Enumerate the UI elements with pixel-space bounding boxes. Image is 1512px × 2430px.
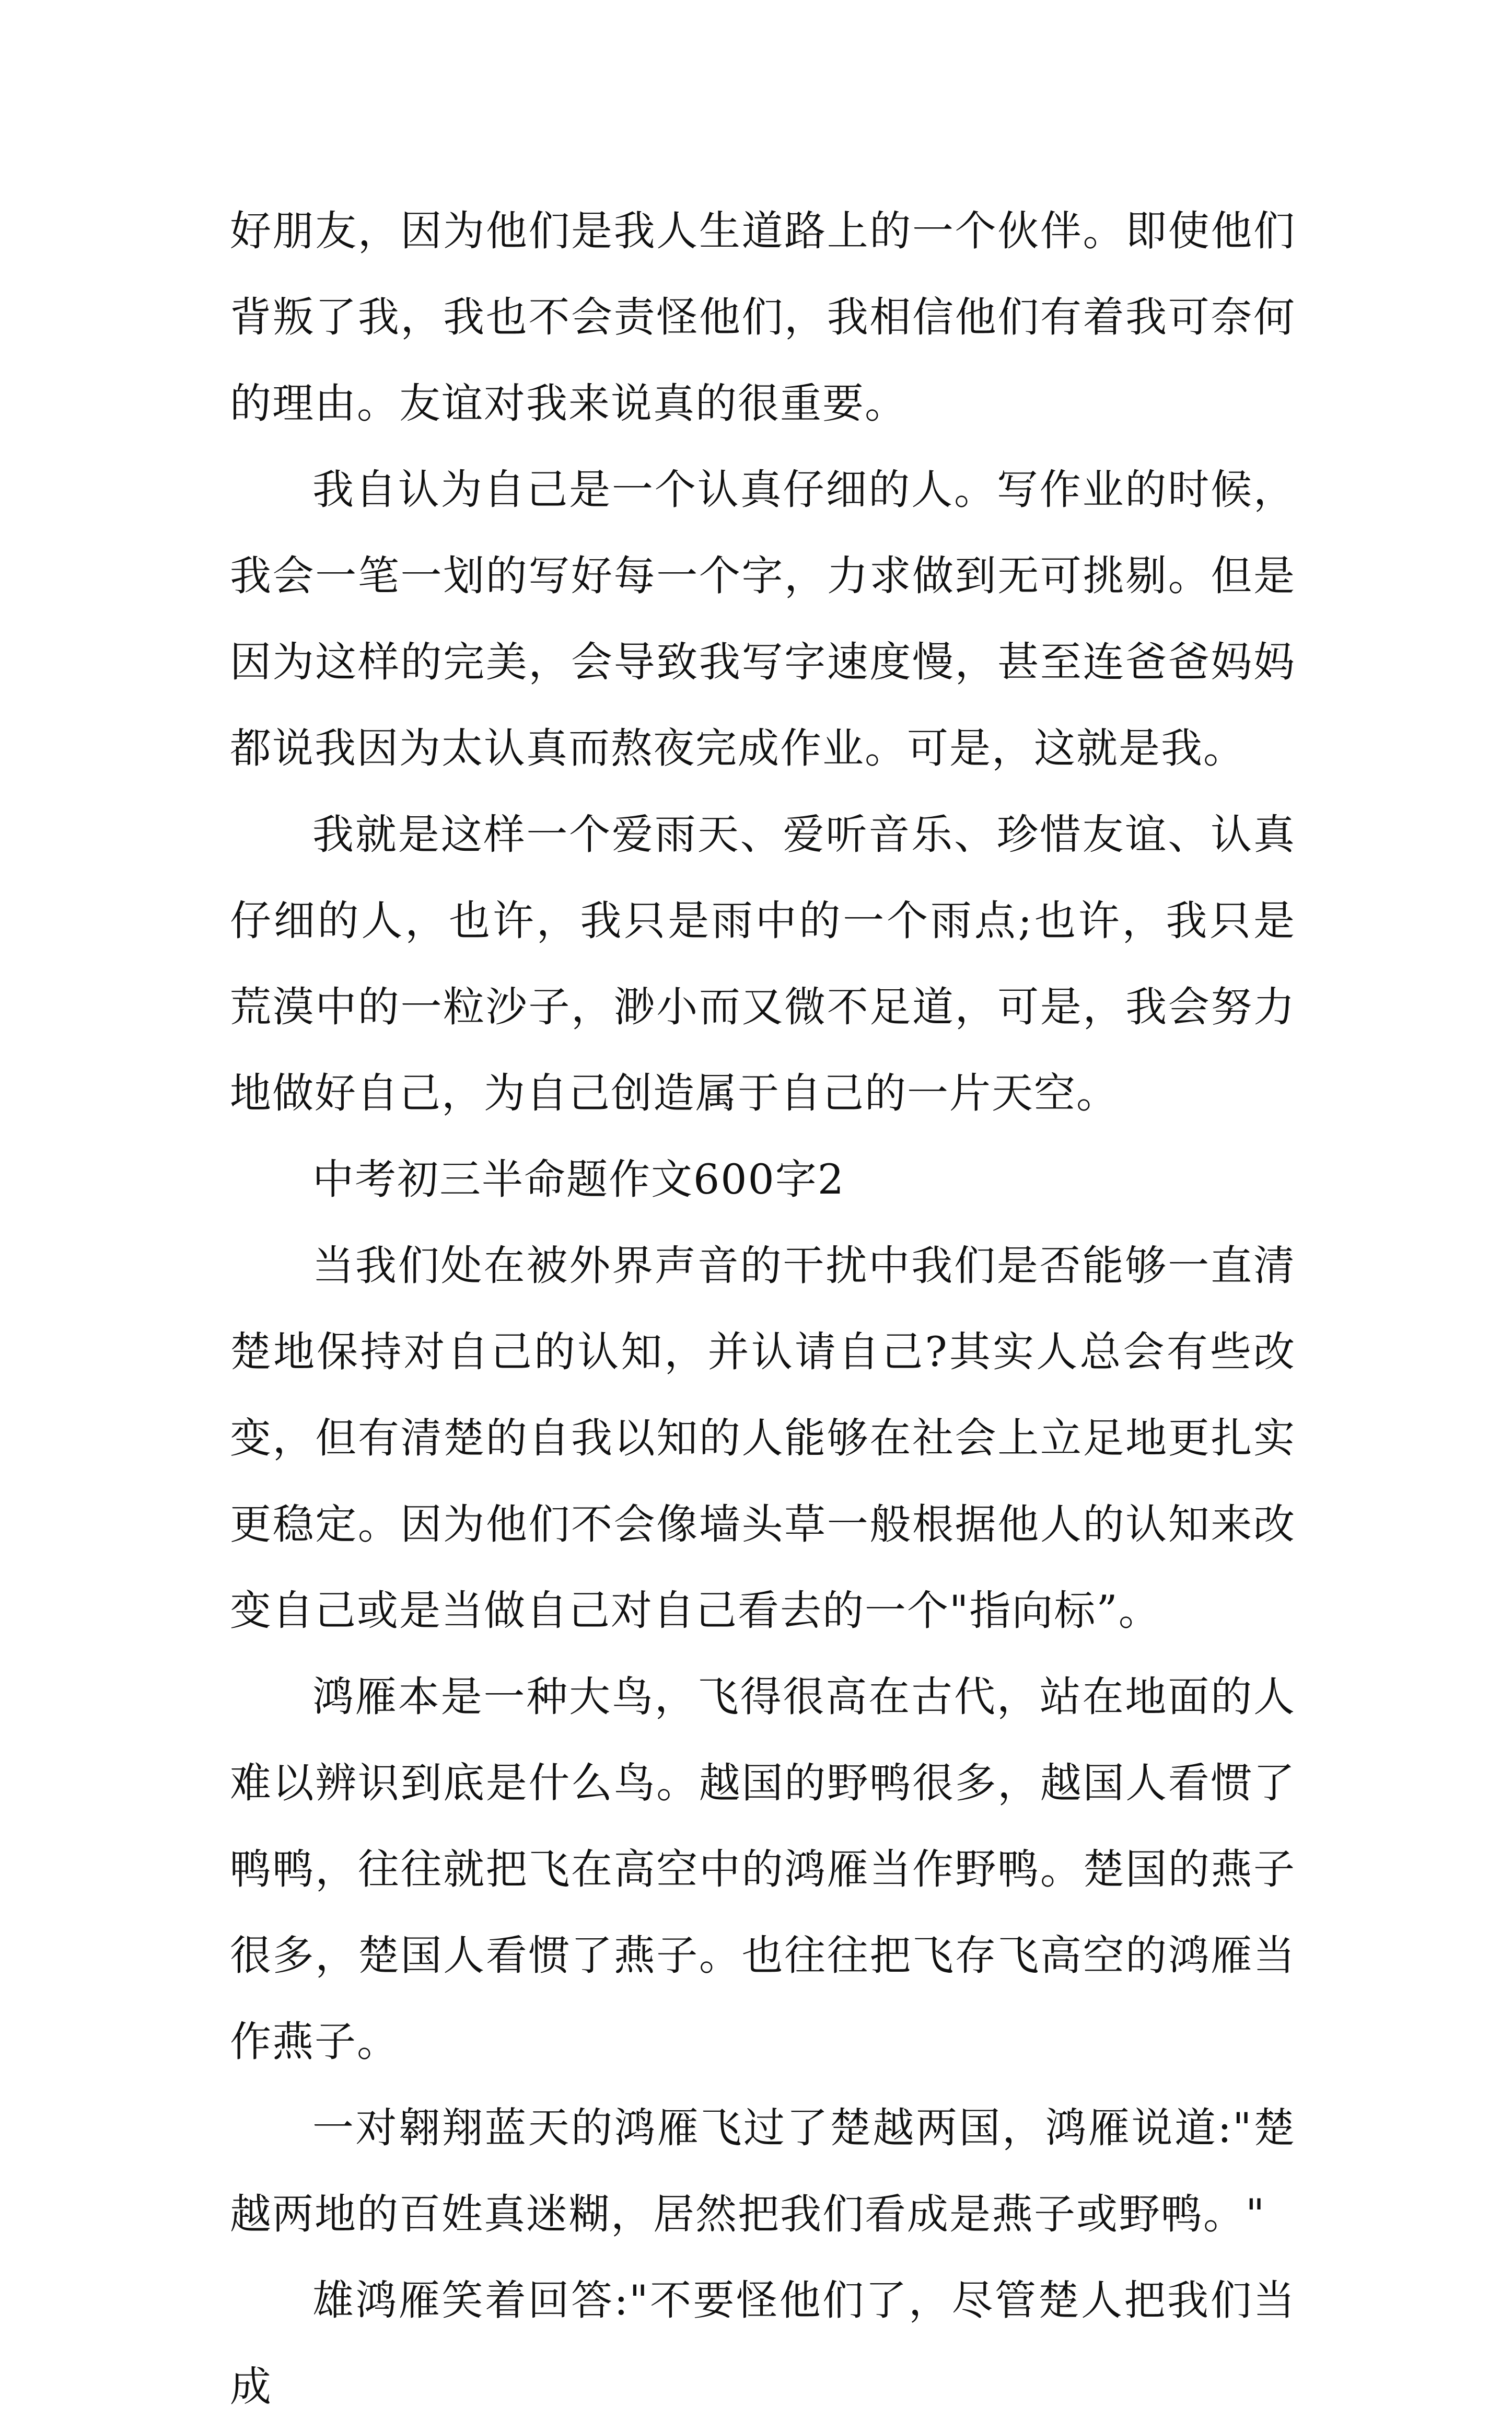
paragraph-self-summary: 我就是这样一个爱雨天、爱听音乐、珍惜友谊、认真仔细的人，也许，我只是雨中的一个雨点;也许，我只是荒漠中的一粒沙子，渺小而又微不足道，可是，我会努力地做好自己，为自己创造属于自己的一片天空。 [230,811,1296,1117]
paragraph-goose-dialogue: 一对翱翔蓝天的鸿雁飞过了楚越两国，鸿雁说道:"楚越两地的百姓真迷糊，居然把我们看成是燕子或野鸭。" [230,2104,1296,2238]
paragraph-self-awareness: 当我们处在被外界声音的干扰中我们是否能够一直清楚地保持对自己的认知，并认请自己?其实人总会有些改变，但有清楚的自我以知的人能够在社会上立足地更扎实更稳定。因为他们不会像墙头草一般根据他人的认知来改变自己或是当做自己对自己看去的一个"指向标”。 [230,1242,1296,1635]
paragraph-wild-goose-story: 鸿雁本是一种大鸟，飞得很高在古代，站在地面的人难以辨识到底是什么鸟。越国的野鸭很多，越国人看惯了鸭鸭，往往就把飞在高空中的鸿雁当作野鸭。楚国的燕子很多，楚国人看惯了燕子。也往往把飞存飞高空的鸿雁当作燕子。 [230,1673,1296,2066]
paragraph-friendship-end: 好朋友，因为他们是我人生道路上的一个伙伴。即使他们背叛了我，我也不会责怪他们，我相信他们有着我可奈何的理由。友谊对我来说真的很重要。 [230,207,1296,427]
essay-body [230,188,1296,2430]
paragraph-male-goose-reply: 雄鸿雁笑着回答:"不要怪他们了，尽管楚人把我们当成 [230,2276,1296,2411]
essay-title-2: 中考初三半命题作文600字2 [312,1155,845,1204]
paragraph-careful-person: 我自认为自己是一个认真仔细的人。写作业的时候，我会一笔一划的写好每一个字，力求做到无可挑剔。但是因为这样的完美，会导致我写字速度慢，甚至连爸爸妈妈都说我因为太认真而熬夜完成作业。可是，这就是我。 [230,466,1296,772]
